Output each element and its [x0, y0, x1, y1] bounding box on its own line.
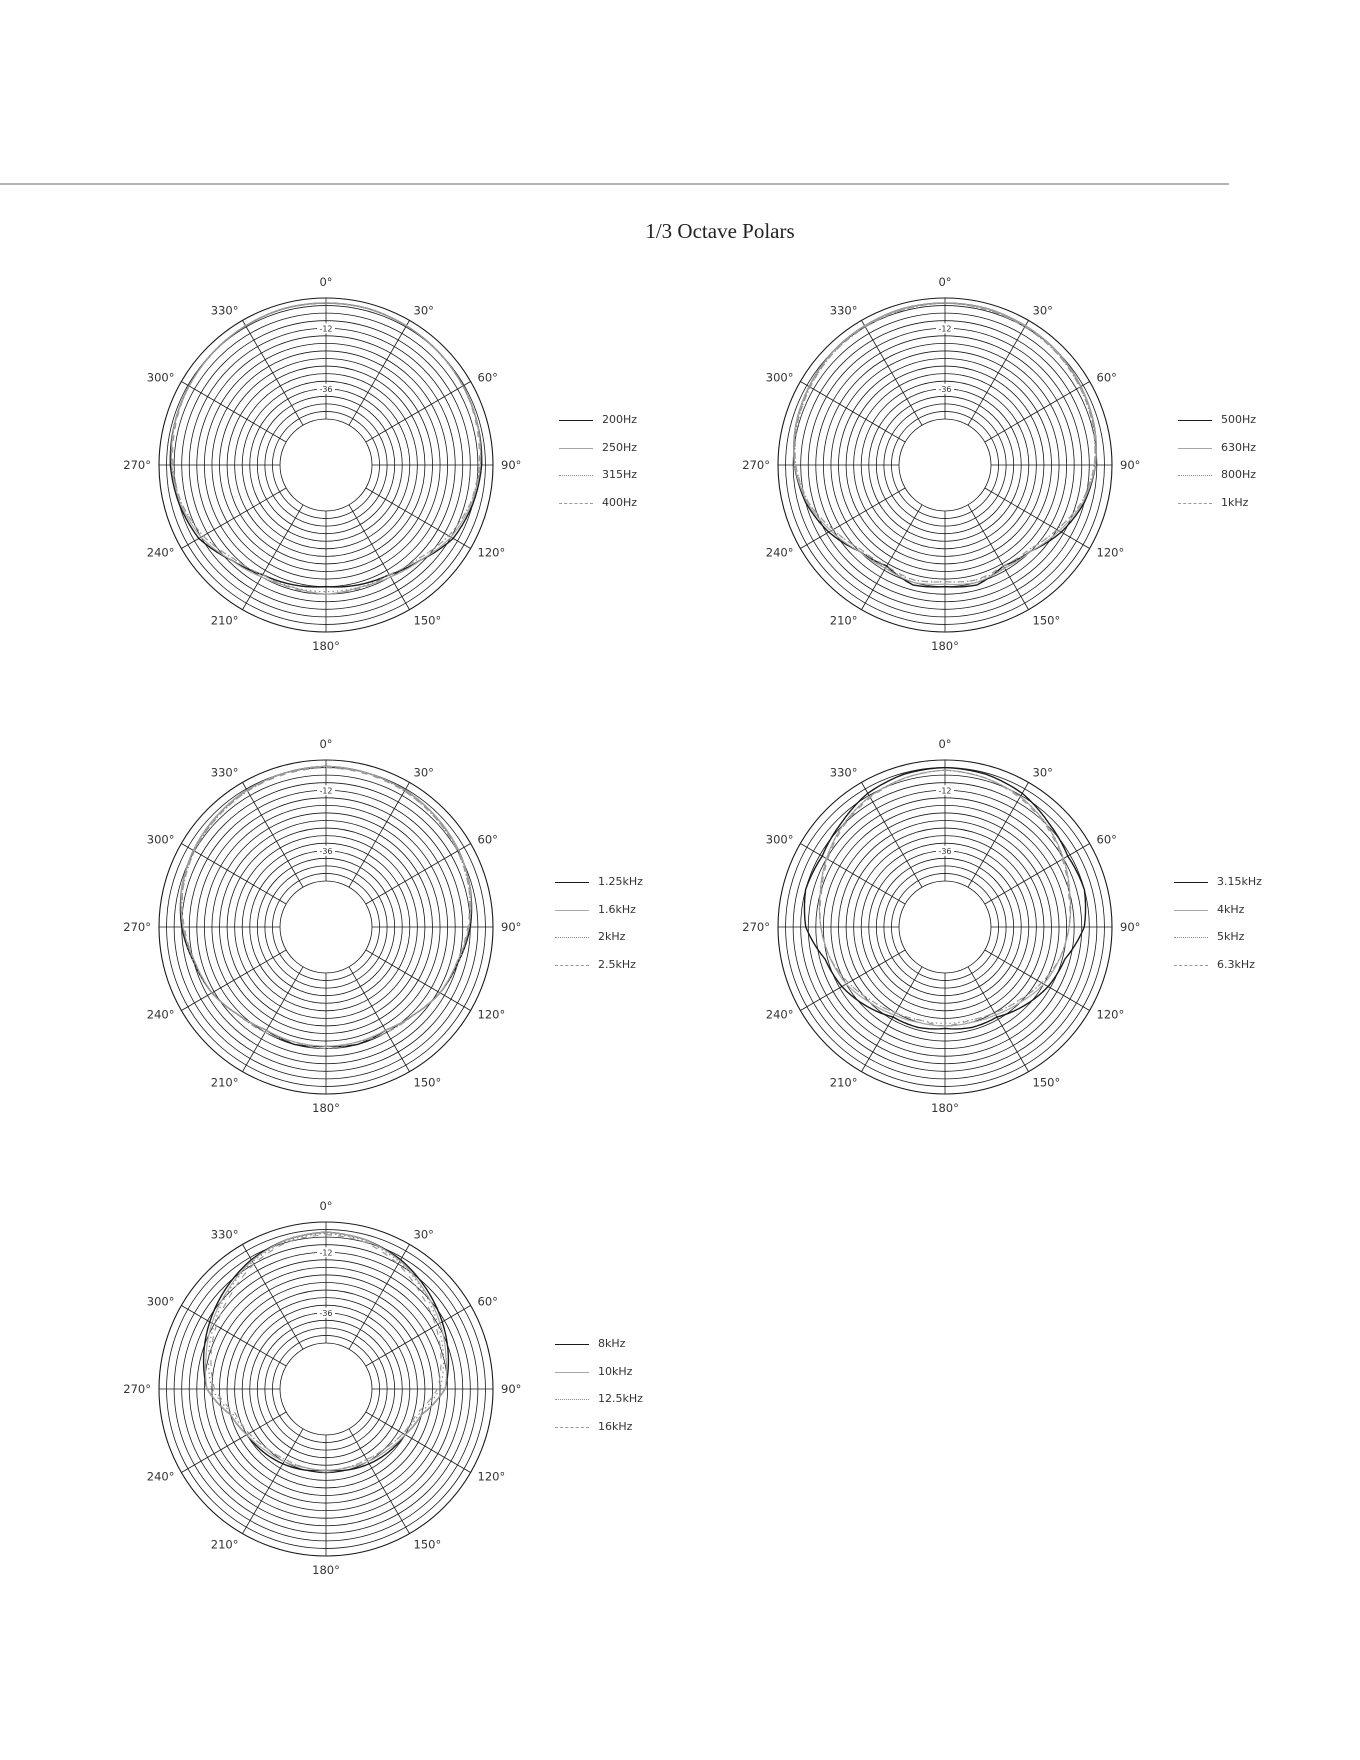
- grid-spoke: [243, 967, 304, 1072]
- grid-spoke: [968, 320, 1029, 425]
- angle-label: 0°: [319, 737, 333, 751]
- polar-grid: [159, 1222, 493, 1556]
- legend-item: [555, 901, 715, 929]
- grid-spoke: [181, 488, 286, 549]
- grid-spoke: [366, 1412, 471, 1473]
- grid-spoke: [985, 382, 1090, 443]
- grid-ring: [891, 873, 998, 980]
- grid-ring: [265, 866, 387, 988]
- angle-label: 0°: [319, 1199, 333, 1213]
- legend-swatch: [555, 1372, 589, 1373]
- angle-label: 30°: [413, 303, 434, 318]
- grid-ring: [265, 404, 387, 526]
- angle-label: 270°: [123, 458, 151, 472]
- grid-spoke: [349, 320, 410, 425]
- angle-label: 180°: [312, 639, 340, 653]
- legend-item: [559, 494, 719, 522]
- legend-5: [555, 1335, 715, 1445]
- grid-spoke: [366, 844, 471, 905]
- grid-spoke: [366, 382, 471, 443]
- legend-item: [1174, 956, 1334, 984]
- legend-label: 1.6kHz: [598, 902, 636, 916]
- angle-label: 180°: [312, 1101, 340, 1115]
- angle-label: 30°: [1032, 765, 1053, 780]
- polar-grid: [159, 760, 493, 1094]
- angle-label: 240°: [765, 1007, 794, 1022]
- legend-swatch: [559, 448, 593, 449]
- legend-label: 630Hz: [1221, 440, 1257, 454]
- angle-label: 90°: [501, 1382, 522, 1396]
- legend-label: 800Hz: [1221, 468, 1257, 481]
- legend-label: 4kHz: [1217, 902, 1245, 916]
- polar-chart-3: [123, 732, 522, 1122]
- ring-label: -12: [938, 786, 952, 796]
- ring-label: -12: [319, 324, 333, 334]
- grid-ring: [272, 873, 379, 980]
- angle-label: 270°: [123, 1382, 151, 1396]
- angle-label: 210°: [829, 613, 858, 628]
- grid-spoke: [243, 1429, 304, 1534]
- ring-label: -36: [319, 1308, 333, 1318]
- legend-item: [1178, 494, 1338, 522]
- legend-label: 400Hz: [602, 495, 638, 509]
- angle-label: 150°: [413, 613, 442, 628]
- legend-label: 3.15kHz: [1217, 875, 1262, 888]
- legend-item: [555, 873, 715, 901]
- angle-label: 180°: [931, 1101, 959, 1115]
- legend-2: [1178, 411, 1338, 521]
- legend-item: [559, 411, 719, 439]
- grid-spoke: [181, 1412, 286, 1473]
- angle-label: 0°: [938, 275, 952, 289]
- grid-ring: [884, 866, 1006, 988]
- grid-spoke: [181, 950, 286, 1011]
- legend-swatch: [1174, 910, 1208, 911]
- legend-4: [1174, 873, 1334, 983]
- grid-ring: [891, 411, 998, 518]
- angle-label: 330°: [210, 765, 239, 780]
- polar-chart-4: [742, 732, 1141, 1122]
- legend-label: 8kHz: [598, 1337, 626, 1350]
- legend-swatch: [1178, 503, 1212, 504]
- legend-label: 200Hz: [602, 413, 638, 426]
- angle-label: 240°: [146, 545, 175, 560]
- legend-item: [555, 1363, 715, 1391]
- angle-label: 210°: [210, 1075, 239, 1090]
- angle-label: 30°: [413, 765, 434, 780]
- angle-label: 150°: [1032, 613, 1061, 628]
- legend-item: [555, 1335, 715, 1363]
- angle-label: 30°: [413, 1227, 434, 1242]
- legend-swatch: [1178, 448, 1212, 449]
- ring-label: -12: [938, 324, 952, 334]
- angle-label: 0°: [319, 275, 333, 289]
- angle-label: 330°: [210, 303, 239, 318]
- legend-label: 315Hz: [602, 468, 638, 481]
- angle-label: 210°: [829, 1075, 858, 1090]
- angle-label: 300°: [765, 832, 794, 847]
- ring-label: -12: [319, 1248, 333, 1258]
- angle-label: 60°: [477, 1294, 498, 1309]
- legend-item: [1174, 901, 1334, 929]
- angle-label: 150°: [1032, 1075, 1061, 1090]
- angle-label: 300°: [765, 370, 794, 385]
- grid-ring: [280, 1343, 372, 1435]
- polar-chart-5: [123, 1194, 522, 1584]
- legend-swatch: [1174, 937, 1208, 938]
- grid-ring: [899, 419, 991, 511]
- angle-label: 60°: [1096, 370, 1117, 385]
- legend-label: 16kHz: [598, 1419, 633, 1433]
- angle-label: 60°: [1096, 832, 1117, 847]
- legend-swatch: [559, 503, 593, 504]
- legend-swatch: [555, 1344, 589, 1345]
- angle-label: 150°: [413, 1537, 442, 1552]
- legend-swatch: [559, 420, 593, 421]
- grid-spoke: [349, 1429, 410, 1534]
- legend-swatch: [1174, 965, 1208, 966]
- grid-spoke: [800, 382, 905, 443]
- angle-label: 90°: [1120, 458, 1141, 472]
- grid-ring: [884, 404, 1006, 526]
- page-title: 1/3 Octave Polars: [645, 219, 795, 243]
- angle-label: 90°: [501, 458, 522, 472]
- grid-spoke: [181, 382, 286, 443]
- legend-label: 12.5kHz: [598, 1392, 643, 1405]
- legend-label: 250Hz: [602, 440, 638, 454]
- grid-spoke: [800, 844, 905, 905]
- legend-item: [555, 956, 715, 984]
- ring-label: -12: [319, 786, 333, 796]
- grid-ring: [265, 1328, 387, 1450]
- legend-item: [1178, 466, 1338, 494]
- angle-label: 300°: [146, 1294, 175, 1309]
- legend-item: [559, 466, 719, 494]
- angle-label: 60°: [477, 370, 498, 385]
- polar-grid: [778, 760, 1112, 1094]
- legend-label: 10kHz: [598, 1364, 633, 1378]
- grid-spoke: [862, 320, 923, 425]
- grid-spoke: [181, 844, 286, 905]
- angle-label: 180°: [931, 639, 959, 653]
- legend-swatch: [1178, 420, 1212, 421]
- angle-label: 330°: [210, 1227, 239, 1242]
- grid-spoke: [862, 967, 923, 1072]
- angle-label: 270°: [742, 458, 770, 472]
- ring-label: -36: [319, 846, 333, 856]
- legend-label: 1kHz: [1221, 495, 1249, 509]
- legend-item: [1174, 873, 1334, 901]
- grid-ring: [899, 881, 991, 973]
- angle-label: 210°: [210, 613, 239, 628]
- grid-spoke: [349, 967, 410, 1072]
- angle-label: 240°: [146, 1469, 175, 1484]
- legend-item: [1178, 411, 1338, 439]
- grid-spoke: [366, 950, 471, 1011]
- legend-3: [555, 873, 715, 983]
- legend-item: [555, 928, 715, 956]
- angle-label: 120°: [1096, 1007, 1125, 1022]
- legend-label: 500Hz: [1221, 413, 1257, 426]
- legend-item: [1174, 928, 1334, 956]
- angle-label: 240°: [765, 545, 794, 560]
- polar-chart-2: [742, 270, 1141, 660]
- grid-spoke: [181, 1306, 286, 1367]
- angle-label: 210°: [210, 1537, 239, 1552]
- legend-swatch: [1178, 475, 1212, 476]
- angle-label: 300°: [146, 832, 175, 847]
- legend-swatch: [1174, 882, 1208, 883]
- legend-label: 5kHz: [1217, 930, 1245, 943]
- legend-item: [559, 439, 719, 467]
- legend-label: 1.25kHz: [598, 875, 643, 888]
- angle-label: 330°: [829, 303, 858, 318]
- grid-spoke: [985, 950, 1090, 1011]
- grid-ring: [280, 419, 372, 511]
- legend-swatch: [555, 1427, 589, 1428]
- legend-swatch: [555, 910, 589, 911]
- grid-spoke: [968, 782, 1029, 887]
- legend-1: [559, 411, 719, 521]
- grid-spoke: [366, 1306, 471, 1367]
- grid-spoke: [243, 320, 304, 425]
- polar-grid: [159, 298, 493, 632]
- angle-label: 330°: [829, 765, 858, 780]
- legend-label: 2kHz: [598, 930, 626, 943]
- angle-label: 270°: [123, 920, 151, 934]
- angle-label: 150°: [413, 1075, 442, 1090]
- ring-label: -36: [319, 384, 333, 394]
- grid-spoke: [366, 488, 471, 549]
- angle-label: 120°: [477, 545, 506, 560]
- ring-label: -36: [938, 384, 952, 394]
- grid-spoke: [243, 782, 304, 887]
- angle-label: 300°: [146, 370, 175, 385]
- ring-label: -36: [938, 846, 952, 856]
- legend-item: [1178, 439, 1338, 467]
- angle-label: 30°: [1032, 303, 1053, 318]
- angle-label: 60°: [477, 832, 498, 847]
- angle-label: 90°: [1120, 920, 1141, 934]
- angle-label: 120°: [1096, 545, 1125, 560]
- grid-spoke: [349, 782, 410, 887]
- legend-item: [555, 1418, 715, 1446]
- angle-label: 180°: [312, 1563, 340, 1577]
- legend-swatch: [555, 937, 589, 938]
- angle-label: 90°: [501, 920, 522, 934]
- header-rule: [0, 183, 1229, 185]
- grid-spoke: [349, 505, 410, 610]
- grid-ring: [280, 881, 372, 973]
- legend-label: 2.5kHz: [598, 957, 636, 971]
- legend-swatch: [559, 475, 593, 476]
- legend-swatch: [555, 965, 589, 966]
- angle-label: 0°: [938, 737, 952, 751]
- grid-ring: [272, 411, 379, 518]
- legend-swatch: [555, 882, 589, 883]
- polar-chart-1: [123, 270, 522, 660]
- angle-label: 120°: [477, 1007, 506, 1022]
- legend-label: 6.3kHz: [1217, 957, 1255, 971]
- grid-spoke: [243, 505, 304, 610]
- legend-swatch: [555, 1399, 589, 1400]
- angle-label: 270°: [742, 920, 770, 934]
- angle-label: 120°: [477, 1469, 506, 1484]
- grid-spoke: [800, 950, 905, 1011]
- legend-item: [555, 1390, 715, 1418]
- grid-spoke: [985, 844, 1090, 905]
- angle-label: 240°: [146, 1007, 175, 1022]
- grid-ring: [272, 1335, 379, 1442]
